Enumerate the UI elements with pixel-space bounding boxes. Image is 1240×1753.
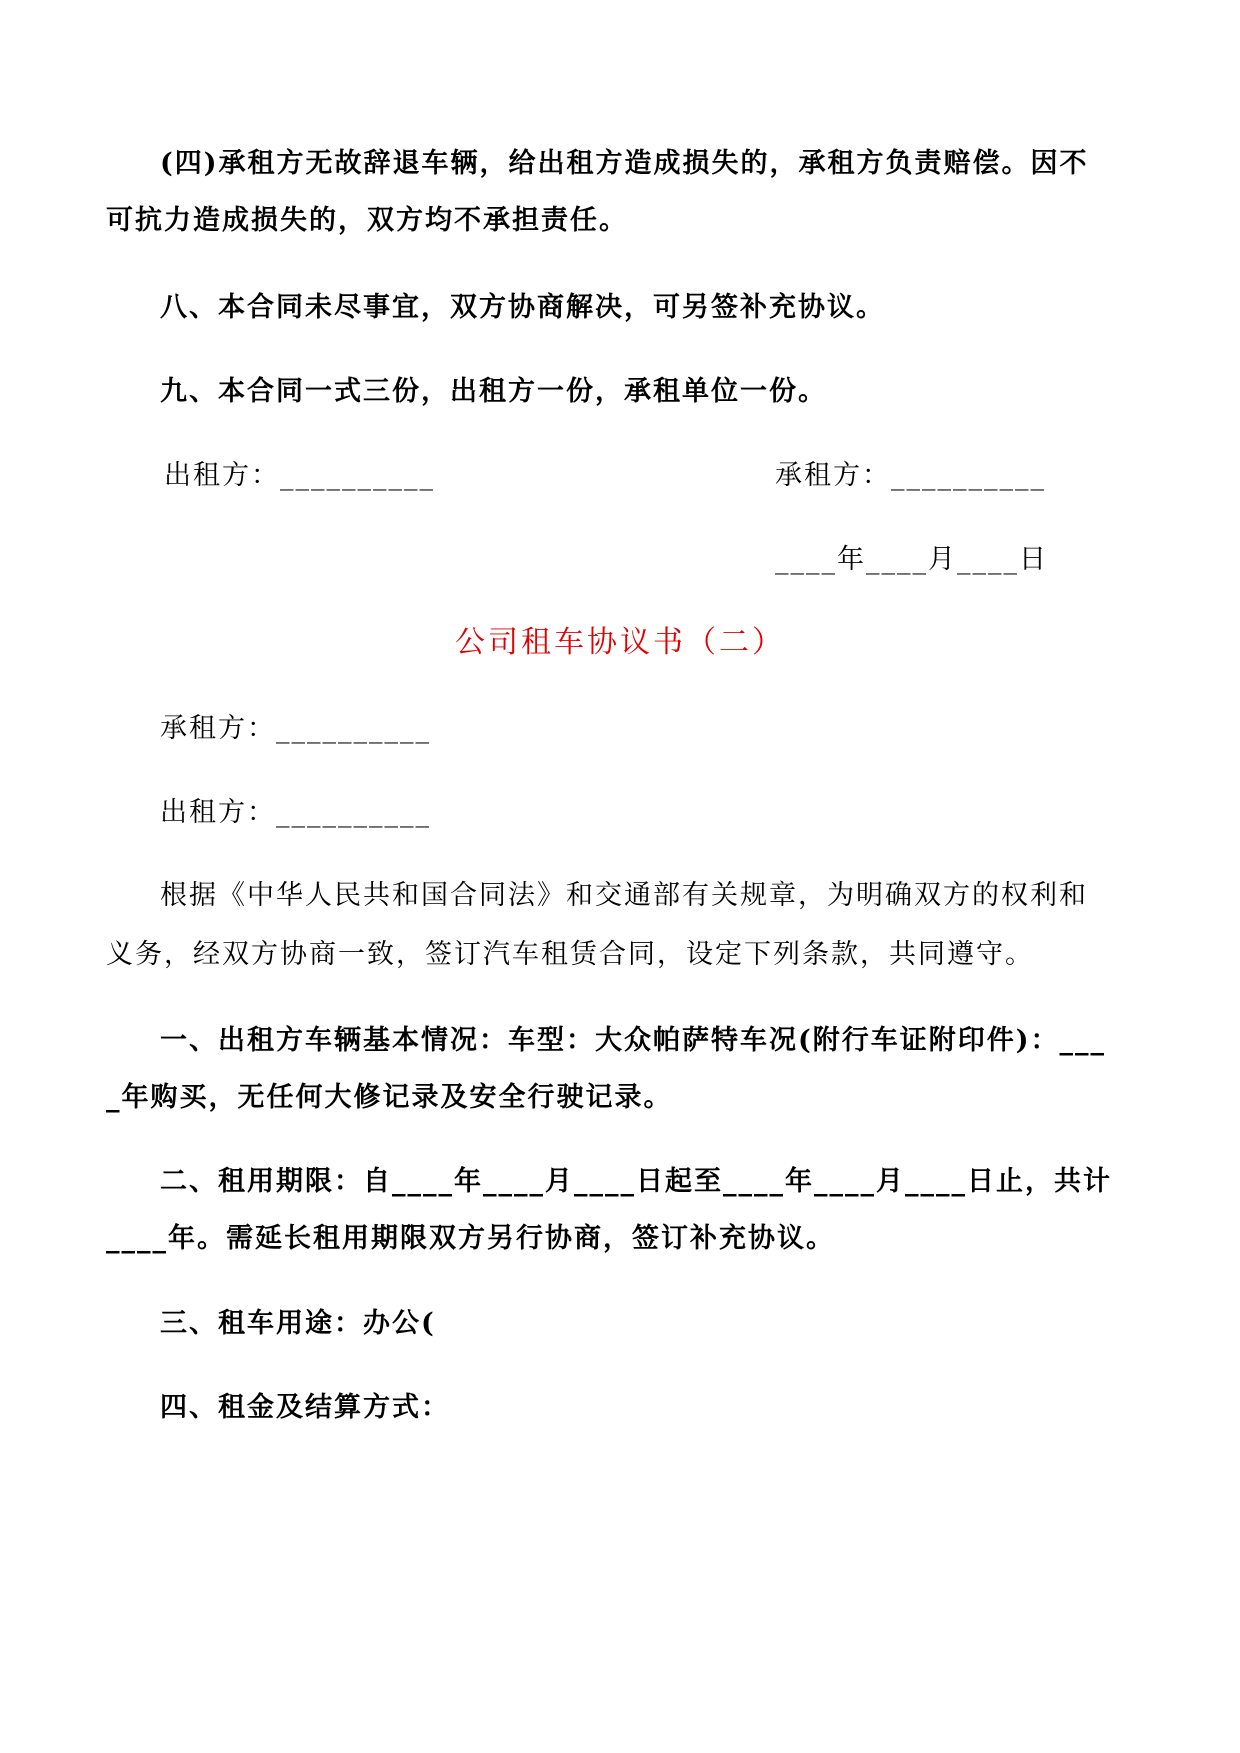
date-line: ____年____月____日 xyxy=(775,544,1048,575)
agreement-title: 公司租车协议书（二） xyxy=(455,625,785,660)
clause-2-line-1: 二、租用期限：自____年____月____日起至____年____月____日止，共计 xyxy=(160,1166,1112,1197)
clause-1-line-1: 一、出租方车辆基本情况：车型：大众帕萨特车况(附行车证附印件)：___ xyxy=(160,1025,1107,1056)
clause-4-line-1: (四)承租方无故辞退车辆，给出租方造成损失的，承租方负责赔偿。因不 xyxy=(160,148,1089,179)
clause-2-line-2: ____年。需延长租用期限双方另行协商，签订补充协议。 xyxy=(106,1223,835,1254)
clause-8: 八、本合同未尽事宜，双方协商解决，可另签补充协议。 xyxy=(160,292,885,323)
clause-4-payment: 四、租金及结算方式： xyxy=(160,1392,450,1423)
clause-1-line-2: _年购买，无任何大修记录及安全行驶记录。 xyxy=(106,1082,673,1113)
lessor-signature-line: 出租方：__________ xyxy=(164,460,435,491)
lessor-field: 出租方：__________ xyxy=(160,797,431,828)
clause-9: 九、本合同一式三份，出租方一份，承租单位一份。 xyxy=(160,376,827,407)
preamble-line-1: 根据《中华人民共和国合同法》和交通部有关规章，为明确双方的权利和 xyxy=(160,880,1088,911)
clause-3: 三、租车用途：办公( xyxy=(160,1308,436,1339)
preamble-line-2: 义务，经双方协商一致，签订汽车租赁合同，设定下列条款，共同遵守。 xyxy=(106,939,1034,970)
clause-4-line-2: 可抗力造成损失的，双方均不承担责任。 xyxy=(106,205,628,236)
lessee-signature-line: 承租方：__________ xyxy=(775,460,1046,491)
lessee-field: 承租方：__________ xyxy=(160,713,431,744)
